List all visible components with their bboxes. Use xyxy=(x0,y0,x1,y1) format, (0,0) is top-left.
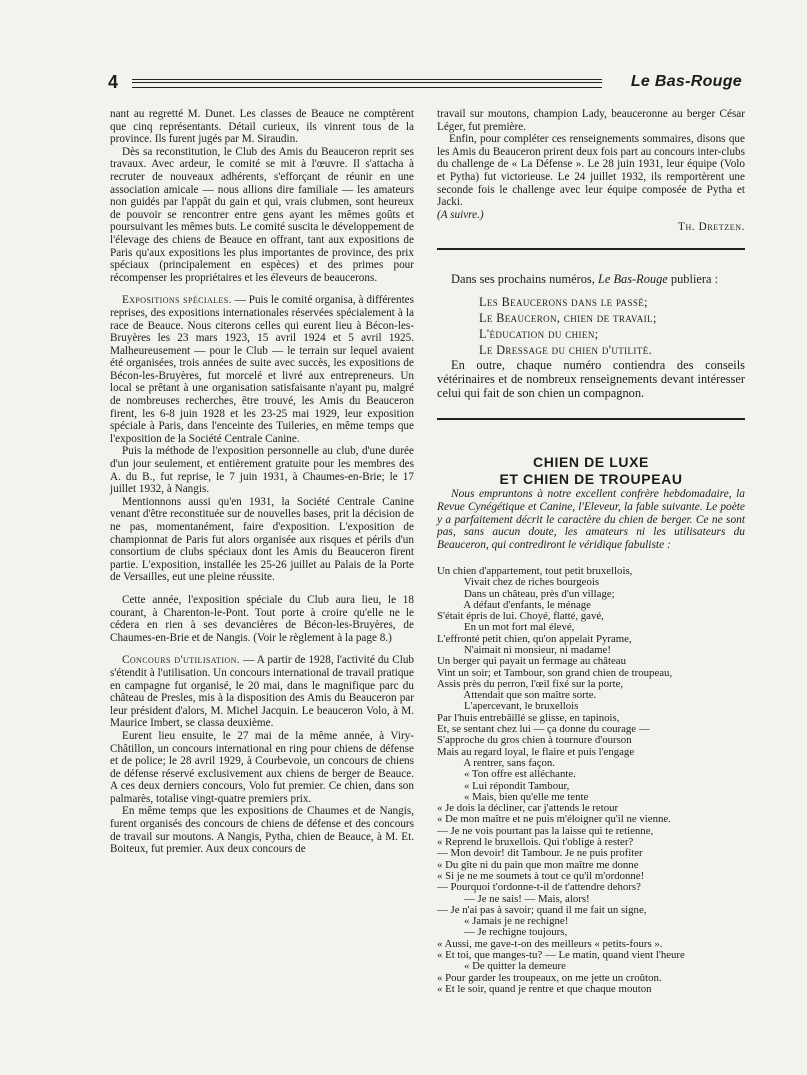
list-item: Le Beauceron, chien de travail; xyxy=(479,310,657,325)
announcement-box xyxy=(437,272,745,400)
page-number: 4 xyxy=(108,72,119,92)
to-be-continued: (A suivre.) xyxy=(437,208,484,221)
paragraph: En même temps que les expositions de Chaumes et de Nangis, furent organisés des concours de chiens de défense et des concours de travail sur moutons. A Nangis, Pytha, chien de Beauce, à M. Et. Boiteux, fut premier. Aux deux concours de xyxy=(110,805,414,856)
section-heading: Concours d'utilisation. xyxy=(122,654,240,667)
poem-line: — Je ne sais! — Mais, alors! xyxy=(437,892,590,905)
poem-line: — Je n'ai pas à savoir; quand il me fait un signe, xyxy=(437,903,647,916)
section-heading: Expositions spéciales. xyxy=(122,294,232,307)
poem-line: « Et le soir, quand je rentre et que chaque mouton xyxy=(437,982,652,995)
poem-line: « Reprend le bruxellois. Qui t'oblige à rester? xyxy=(437,836,634,849)
poem-line: Vint un soir; et Tambour, son grand chien de troupeau, xyxy=(437,666,673,679)
announcement-intro: Dans ses prochains numéros, Le Bas-Rouge publiera : xyxy=(451,271,719,286)
paragraph: Puis la méthode de l'exposition personnelle au club, d'une durée d'un jour seulement, et entièrement gratuite pour les membres des A. du B., fut reprise, le 7 juin 1931, à Chaumes-en-Brie; le 17 juillet 1932, à Nangis. xyxy=(110,445,414,496)
poem-line: « Aussi, me gave-t-on des meilleurs « petits-fours ». xyxy=(437,937,663,950)
paragraph: Enfin, pour compléter ces renseignements sommaires, disons que les Amis du Beauceron prirent deux fois part au concours inter-clubs du challenge de « La Défense ». Le 28 juin 1931, leur équipe (Volo et Pytha) fut victorieuse. Le 24 juillet 1932, ils remportèrent une seconde fois le challenge avec leur équipe composée de Pytha et Jacki. xyxy=(437,133,745,209)
poem-line: L'apercevant, le bruxellois xyxy=(437,700,579,713)
journal-name: Le Bas-Rouge xyxy=(597,271,668,286)
list-item: Les Beaucerons dans le passé; xyxy=(479,294,648,309)
announcement-close: En outre, chaque numéro contiendra des conseils vétérinaires et de nombreux renseignements devant intéresser celui qui fait de son chien un compagnon. xyxy=(437,357,745,400)
poem-line: A rentrer, sans façon. xyxy=(437,756,556,769)
list-item: Le Dressage du chien d'utilité. xyxy=(479,342,653,357)
announcement-list xyxy=(479,294,745,358)
poem-line: « Je dois la décliner, car j'attends le retour xyxy=(437,802,619,815)
poem-line: Attendait que son maître sorte. xyxy=(437,689,597,702)
poem-line: S'était épris de lui. Choyé, flatté, gavé, xyxy=(437,610,604,623)
poem-line: Par l'huis entrebâillé se glisse, en tapinois, xyxy=(437,711,620,724)
article-title xyxy=(437,454,745,488)
section-divider xyxy=(437,418,745,420)
right-column xyxy=(437,108,745,995)
left-column xyxy=(110,108,414,856)
poem-line: En un mot fort mal élevé, xyxy=(437,621,575,634)
title-line: CHIEN DE LUXE xyxy=(533,453,649,470)
poem-line: — Je rechigne toujours, xyxy=(437,926,568,939)
poem-line: Un chien d'appartement, tout petit bruxellois, xyxy=(437,564,633,577)
poem-line: « Et toi, que manges-tu? — Le matin, quand vient l'heure xyxy=(437,949,685,962)
poem-line: N'aimait ni monsieur, ni madame! xyxy=(437,644,611,656)
poem-line: S'approche du gros chien à tournure d'ourson xyxy=(437,734,632,747)
section-paragraph xyxy=(110,654,414,730)
poem-line: « De mon maître et ne puis m'éloigner qu'il ne vienne. xyxy=(437,813,671,826)
paragraph: Dès sa reconstitution, le Club des Amis du Beauceron reprit ses travaux. Avec ardeur, le comité se mit à l'œuvre. Il s'attacha à recruter de nouveaux adhérents, s'efforçant de réunir en une association amicale — nous allions dire familiale — les amateurs non guidés par l'appât du gain et qui, vrais clubmen, sont heureux de pouvoir se rencontrer entre gens ayant les mêmes goûts et poursuivant les mêmes buts. Le comité suscita le développement de l'élevage des chiens de Beauce en offrant, tant aux expositions de Paris qu'aux expositions les plus importantes de province, des prix spéciaux (principalement en espèces) et des primes pour récompenser les propriétaires et les éleveurs de beaucerons. xyxy=(110,145,414,284)
poem-line: « Jamais je ne rechigne! xyxy=(437,915,569,928)
header-rule xyxy=(132,79,602,83)
section-divider xyxy=(437,248,745,250)
paragraph: nant au regretté M. Dunet. Les classes de Beauce ne comptèrent que cinq représentants. Détail curieux, ils vinrent tous de la province. Ils furent jugés par M. Siraudin. xyxy=(110,108,414,146)
journal-title: Le Bas-Rouge xyxy=(630,73,742,90)
fable-poem xyxy=(437,566,745,995)
poem-line: « Mais, bien qu'elle me tente xyxy=(437,790,589,803)
poem-line: Dans un château, près d'un village; xyxy=(437,587,615,600)
list-item: L'éducation du chien; xyxy=(479,326,599,341)
poem-line: — Pourquoi t'ordonne-t-il de t'attendre dehors? xyxy=(437,881,641,894)
poem-line: Mais au regard loyal, le flaire et puis l'engage xyxy=(437,745,635,758)
paragraph: Cette année, l'exposition spéciale du Club aura lieu, le 18 courant, à Charenton-le-Pont. Tout porte à croire qu'elle ne le cédera en rien à ses devancières de Bécon-les-Bruyères, de Chaumes-en-Brie et de Nangis. (Voir le règlement à la page 8.) xyxy=(110,593,414,644)
paragraph: travail sur moutons, champion Lady, beauceronne au berger César Léger, fut première. xyxy=(437,108,745,133)
poem-line: A défaut d'enfants, le ménage xyxy=(437,598,591,611)
poem-line: « Pour garder les troupeaux, on me jette un croûton. xyxy=(437,971,662,984)
poem-line: Vivait chez de riches bourgeois xyxy=(437,576,600,589)
article-intro: Nous empruntons à notre excellent confrère hebdomadaire, la Revue Cynégétique et Canine, l'Eleveur, la fable suivante. Le poète y a parfaitement décrit le caractère du chien de berger. Ce ne sont pas, sans aucun doute, les amateurs ni les utilisateurs du Beauceron, qui contrediront le véridique fabuliste : xyxy=(437,487,745,552)
poem-line: « Lui répondit Tambour, xyxy=(437,779,570,792)
poem-line: L'effronté petit chien, qu'on appelait Pyrame, xyxy=(437,632,632,645)
page-header xyxy=(100,68,750,98)
poem-line: « De quitter la demeure xyxy=(437,960,566,973)
poem-line: Assis près du perron, l'œil fixé sur la porte, xyxy=(437,677,624,690)
poem-line: « Ton offre est alléchante. xyxy=(437,768,576,781)
poem-line: — Je ne vois pourtant pas la laisse qui te retienne, xyxy=(437,824,654,837)
poem-line: — Mon devoir! dit Tambour. Je ne puis profiter xyxy=(437,847,643,860)
header-rule-lower xyxy=(132,87,602,88)
paragraph-text: — A partir de 1928, l'activité du Club s'étendit à l'utilisation. Un concours international de travail pratique en campagne fut organisé, le 20 mai, dans le magnifique parc du château de Presles, mis à la disposition des Amis du Beauceron par leur président d'alors, M. Michel Jacquin. Le beauceron Volo, à M. Maurice Imbert, se classa deuxième. xyxy=(110,654,415,730)
poem-line: « Si je ne me soumets à tout ce qu'il m'ordonne! xyxy=(437,869,645,882)
title-line: ET CHIEN DE TROUPEAU xyxy=(499,470,683,487)
poem-line: Un berger qui payait un fermage au château xyxy=(437,655,626,668)
section-paragraph xyxy=(110,294,414,445)
poem-line: Et, se sentant chez lui — ça donne du courage — xyxy=(437,723,650,736)
paragraph: Mentionnons aussi qu'en 1931, la Société Centrale Canine venant d'être reconstituée sur de nouvelles bases, prit la décision de ne pas, momentanément, faire d'exposition. L'exposition de championnat de Paris fut alors organisée aux risques et périls d'un consortium de clubs spéciaux dont les Amis du Beauceron firent partie. L'exposition, installée les 25-26 juillet au Palais de la Porte de Versailles, eut une pleine réussite. xyxy=(110,495,414,584)
paragraph-text: — Puis le comité organisa, à différentes reprises, des expositions internationales réservées spécialement à la race de Beauce. Nous citerons celles qui eurent lieu à Bécon-les-Bruyères les 23 mars 1923, 15 avril 1924 et 5 avril 1925. Malheureusement — pour le Club — le terrain sur lequel avaient été organisées, trois années de suite avec succès, les expositions de Bécon-les-Bruyères, fut morcelé et livré aux entrepreneurs. Un local se prêtant à une organisation satisfaisante n'ayant pu, malgré de nombreuses recherches, être trouvé, les Amis du Beauceron firent, les 6-8 juin 1928 et les 23-25 mai 1929, leur exposition spéciale à Paris, dans l'enceinte des Tuileries, en même temps que l'exposition de la Société Centrale Canine. xyxy=(110,294,415,445)
author-signature: Th. Dretzen. xyxy=(678,221,745,234)
paragraph: Eurent lieu ensuite, le 27 mai de la même année, à Viry-Châtillon, un concours international en ring pour chiens de défense et de police; le 28 avril 1929, à Courbevoie, un concours de chiens de défense réservé exclusivement aux chiens de berger de Beauce. A ces deux derniers concours, Volo fut premier. Ce chien, dans son palmarès, totalise vingt-quatre premiers prix. xyxy=(110,729,414,805)
poem-line: « Du gîte ni du pain que mon maître me donne xyxy=(437,858,639,871)
